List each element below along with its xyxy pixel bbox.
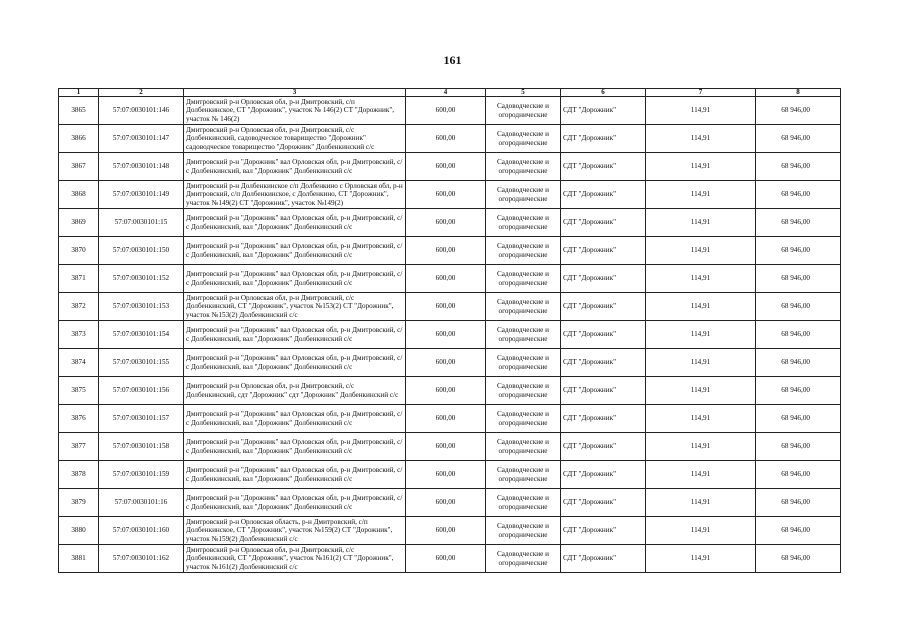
unit-value-cell: 114,91 [646,321,756,349]
cadastral-number-cell: 57:07:0030101:160 [99,517,184,545]
cadastral-number-cell: 57:07:0030101:155 [99,349,184,377]
owner-cell: СДТ "Дорожник" [561,545,646,573]
cadastral-value-cell: 68 946,00 [756,489,841,517]
unit-value-cell: 114,91 [646,489,756,517]
land-use-cell: Садоводческие и огороднические [486,237,561,265]
land-registry-table [58,88,841,573]
land-use-cell: Садоводческие и огороднические [486,433,561,461]
cadastral-number-cell: 57:07:0030101:153 [99,293,184,321]
column-header: 8 [756,89,841,97]
owner-cell: СДТ "Дорожник" [561,489,646,517]
address-cell: Дмитровский р-н "Дорожник" вал Орловская обл, р-н Дмитровский, с/с Долбенкинский, вал "Дорожник" Долбенкинский с/с [184,237,406,265]
area-cell: 600,00 [406,461,486,489]
table-row [59,209,841,237]
land-use-cell: Садоводческие и огороднические [486,293,561,321]
table-row [59,97,841,125]
address-cell: Дмитровский р-н "Дорожник" вал Орловская обл, р-н Дмитровский, с/с Долбенкинский, вал "Дорожник" Долбенкинский с/с [184,153,406,181]
column-header: 7 [646,89,756,97]
address-cell: Дмитровский р-н "Дорожник" вал Орловская обл, р-н Дмитровский, с/с Долбенкинский, вал "Дорожник" Долбенкинский с/с [184,349,406,377]
cadastral-value-cell: 68 946,00 [756,321,841,349]
address-cell: Дмитровский р-н Орловская обл, р-н Дмитровский, с/с Долбенкинский, СТ "Дорожник", участок №161(2) СТ "Дорожник", участок №161(2) Долбенкинский с/с [184,545,406,573]
address-cell: Дмитровский р-н Орловская обл, р-н Дмитровский, с/п Долбенкинское, СТ "Дорожник", участок № 146(2) СТ "Дорожник", участок № 146(2) [184,97,406,125]
unit-value-cell: 114,91 [646,293,756,321]
table-row [59,153,841,181]
parcel-number-cell: 3867 [59,153,99,181]
area-cell: 600,00 [406,321,486,349]
unit-value-cell: 114,91 [646,209,756,237]
owner-cell: СДТ "Дорожник" [561,433,646,461]
land-use-cell: Садоводческие и огороднические [486,209,561,237]
parcel-number-cell: 3868 [59,181,99,209]
area-cell: 600,00 [406,377,486,405]
table-row [59,461,841,489]
cadastral-value-cell: 68 946,00 [756,153,841,181]
unit-value-cell: 114,91 [646,461,756,489]
address-cell: Дмитровский р-н "Дорожник" вал Орловская обл, р-н Дмитровский, с/с Долбенкинский, вал "Дорожник" Долбенкинский с/с [184,433,406,461]
area-cell: 600,00 [406,181,486,209]
land-use-cell: Садоводческие и огороднические [486,181,561,209]
owner-cell: СДТ "Дорожник" [561,293,646,321]
land-use-cell: Садоводческие и огороднические [486,349,561,377]
area-cell: 600,00 [406,237,486,265]
unit-value-cell: 114,91 [646,517,756,545]
cadastral-number-cell: 57:07:0030101:156 [99,377,184,405]
land-use-cell: Садоводческие и огороднические [486,265,561,293]
unit-value-cell: 114,91 [646,433,756,461]
parcel-number-cell: 3880 [59,517,99,545]
land-use-cell: Садоводческие и огороднические [486,405,561,433]
table-row [59,517,841,545]
column-header: 5 [486,89,561,97]
owner-cell: СДТ "Дорожник" [561,265,646,293]
land-use-cell: Садоводческие и огороднические [486,461,561,489]
address-cell: Дмитровский р-н "Дорожник" вал Орловская обл, р-н Дмитровский, с/с Долбенкинский, вал "Дорожник" Долбенкинский с/с [184,405,406,433]
area-cell: 600,00 [406,349,486,377]
owner-cell: СДТ "Дорожник" [561,461,646,489]
parcel-number-cell: 3865 [59,97,99,125]
page-number: 161 [443,53,462,67]
unit-value-cell: 114,91 [646,545,756,573]
cadastral-value-cell: 68 946,00 [756,461,841,489]
column-header: 6 [561,89,646,97]
owner-cell: СДТ "Дорожник" [561,517,646,545]
owner-cell: СДТ "Дорожник" [561,125,646,153]
area-cell: 600,00 [406,433,486,461]
owner-cell: СДТ "Дорожник" [561,349,646,377]
cadastral-number-cell: 57:07:0030101:147 [99,125,184,153]
land-use-cell: Садоводческие и огороднические [486,97,561,125]
table-row [59,349,841,377]
table-row [59,545,841,573]
table-header-row [59,89,841,97]
table-row [59,125,841,153]
unit-value-cell: 114,91 [646,349,756,377]
parcel-number-cell: 3870 [59,237,99,265]
cadastral-number-cell: 57:07:0030101:16 [99,489,184,517]
table-row [59,293,841,321]
cadastral-number-cell: 57:07:0030101:149 [99,181,184,209]
land-use-cell: Садоводческие и огороднические [486,377,561,405]
parcel-number-cell: 3874 [59,349,99,377]
cadastral-value-cell: 68 946,00 [756,545,841,573]
owner-cell: СДТ "Дорожник" [561,209,646,237]
area-cell: 600,00 [406,97,486,125]
table-row [59,265,841,293]
cadastral-number-cell: 57:07:0030101:159 [99,461,184,489]
address-cell: Дмитровский р-н Орловская область, р-н Дмитровский, с/п Долбенкинское, СТ "Дорожник", участок №159(2) СТ "Дорожник", участок №159(2) Долбенкинский с/с [184,517,406,545]
cadastral-value-cell: 68 946,00 [756,405,841,433]
area-cell: 600,00 [406,209,486,237]
cadastral-value-cell: 68 946,00 [756,265,841,293]
cadastral-number-cell: 57:07:0030101:154 [99,321,184,349]
owner-cell: СДТ "Дорожник" [561,181,646,209]
cadastral-number-cell: 57:07:0030101:15 [99,209,184,237]
cadastral-number-cell: 57:07:0030101:146 [99,97,184,125]
address-cell: Дмитровский р-н Орловская обл, р-н Дмитровский, с/с Долбенкинский, садоводческое товарищество "Дорожник" садоводческое товарищество "Дорожник" Долбенкинский с/с [184,125,406,153]
cadastral-number-cell: 57:07:0030101:152 [99,265,184,293]
land-use-cell: Садоводческие и огороднические [486,153,561,181]
table-row [59,405,841,433]
cadastral-value-cell: 68 946,00 [756,433,841,461]
cadastral-value-cell: 68 946,00 [756,125,841,153]
address-cell: Дмитровский р-н "Дорожник" вал Орловская обл, р-н Дмитровский, с/с Долбенкинский, вал "Дорожник" Долбенкинский с/с [184,461,406,489]
table-row [59,237,841,265]
unit-value-cell: 114,91 [646,237,756,265]
area-cell: 600,00 [406,489,486,517]
unit-value-cell: 114,91 [646,125,756,153]
parcel-number-cell: 3875 [59,377,99,405]
cadastral-value-cell: 68 946,00 [756,181,841,209]
unit-value-cell: 114,91 [646,377,756,405]
parcel-number-cell: 3872 [59,293,99,321]
table-row [59,433,841,461]
area-cell: 600,00 [406,125,486,153]
unit-value-cell: 114,91 [646,405,756,433]
address-cell: Дмитровский р-н "Дорожник" вал Орловская обл, р-н Дмитровский, с/с Долбенкинский, вал "Дорожник" Долбенкинский с/с [184,209,406,237]
land-use-cell: Садоводческие и огороднические [486,489,561,517]
cadastral-number-cell: 57:07:0030101:157 [99,405,184,433]
cadastral-number-cell: 57:07:0030101:158 [99,433,184,461]
cadastral-value-cell: 68 946,00 [756,349,841,377]
parcel-number-cell: 3881 [59,545,99,573]
area-cell: 600,00 [406,405,486,433]
area-cell: 600,00 [406,545,486,573]
cadastral-number-cell: 57:07:0030101:150 [99,237,184,265]
cadastral-value-cell: 68 946,00 [756,237,841,265]
owner-cell: СДТ "Дорожник" [561,97,646,125]
column-header: 4 [406,89,486,97]
parcel-number-cell: 3878 [59,461,99,489]
cadastral-value-cell: 68 946,00 [756,517,841,545]
cadastral-value-cell: 68 946,00 [756,209,841,237]
cadastral-number-cell: 57:07:0030101:148 [99,153,184,181]
cadastral-value-cell: 68 946,00 [756,97,841,125]
column-header: 2 [99,89,184,97]
unit-value-cell: 114,91 [646,97,756,125]
parcel-number-cell: 3869 [59,209,99,237]
parcel-number-cell: 3877 [59,433,99,461]
area-cell: 600,00 [406,293,486,321]
area-cell: 600,00 [406,517,486,545]
unit-value-cell: 114,91 [646,153,756,181]
land-use-cell: Садоводческие и огороднические [486,125,561,153]
parcel-number-cell: 3879 [59,489,99,517]
area-cell: 600,00 [406,265,486,293]
cadastral-value-cell: 68 946,00 [756,377,841,405]
owner-cell: СДТ "Дорожник" [561,153,646,181]
owner-cell: СДТ "Дорожник" [561,321,646,349]
parcel-number-cell: 3876 [59,405,99,433]
owner-cell: СДТ "Дорожник" [561,405,646,433]
parcel-number-cell: 3873 [59,321,99,349]
area-cell: 600,00 [406,153,486,181]
land-use-cell: Садоводческие и огороднические [486,517,561,545]
table-row [59,181,841,209]
table-row [59,321,841,349]
land-use-cell: Садоводческие и огороднические [486,321,561,349]
owner-cell: СДТ "Дорожник" [561,237,646,265]
column-header: 3 [184,89,406,97]
table-row [59,377,841,405]
owner-cell: СДТ "Дорожник" [561,377,646,405]
unit-value-cell: 114,91 [646,265,756,293]
address-cell: Дмитровский р-н Орловская обл, р-н Дмитровский, с/с Долбенкинский, сдт "Дорожник" сдт "Дорожник" Долбенкинский с/с [184,377,406,405]
table-row [59,489,841,517]
cadastral-value-cell: 68 946,00 [756,293,841,321]
address-cell: Дмитровский р-н "Дорожник" вал Орловская обл, р-н Дмитровский, с/с Долбенкинский, вал "Дорожник" Долбенкинский с/с [184,489,406,517]
table-body [59,97,841,573]
parcel-number-cell: 3871 [59,265,99,293]
unit-value-cell: 114,91 [646,181,756,209]
parcel-number-cell: 3866 [59,125,99,153]
cadastral-number-cell: 57:07:0030101:162 [99,545,184,573]
address-cell: Дмитровский р-н "Дорожник" вал Орловская обл, р-н Дмитровский, с/с Долбенкинский, вал "Дорожник" Долбенкинский с/с [184,265,406,293]
land-use-cell: Садоводческие и огороднические [486,545,561,573]
address-cell: Дмитровский р-н Орловская обл, р-н Дмитровский, с/с Долбенкинский, СТ "Дорожник", участок №153(2) СТ "Дорожник", участок №153(2) Долбенкинский с/с [184,293,406,321]
address-cell: Дмитровский р-н "Дорожник" вал Орловская обл, р-н Дмитровский, с/с Долбенкинский, вал "Дорожник" Долбенкинский с/с [184,321,406,349]
column-header: 1 [59,89,99,97]
address-cell: Дмитровский р-н Долбенкинское с/п Долбенкино с Орловская обл, р-н Дмитровский, с/п Долбенкинское, с Долбенкино, СТ "Дорожник", участок №149(2) СТ "Дорожник", участок №149(2) [184,181,406,209]
